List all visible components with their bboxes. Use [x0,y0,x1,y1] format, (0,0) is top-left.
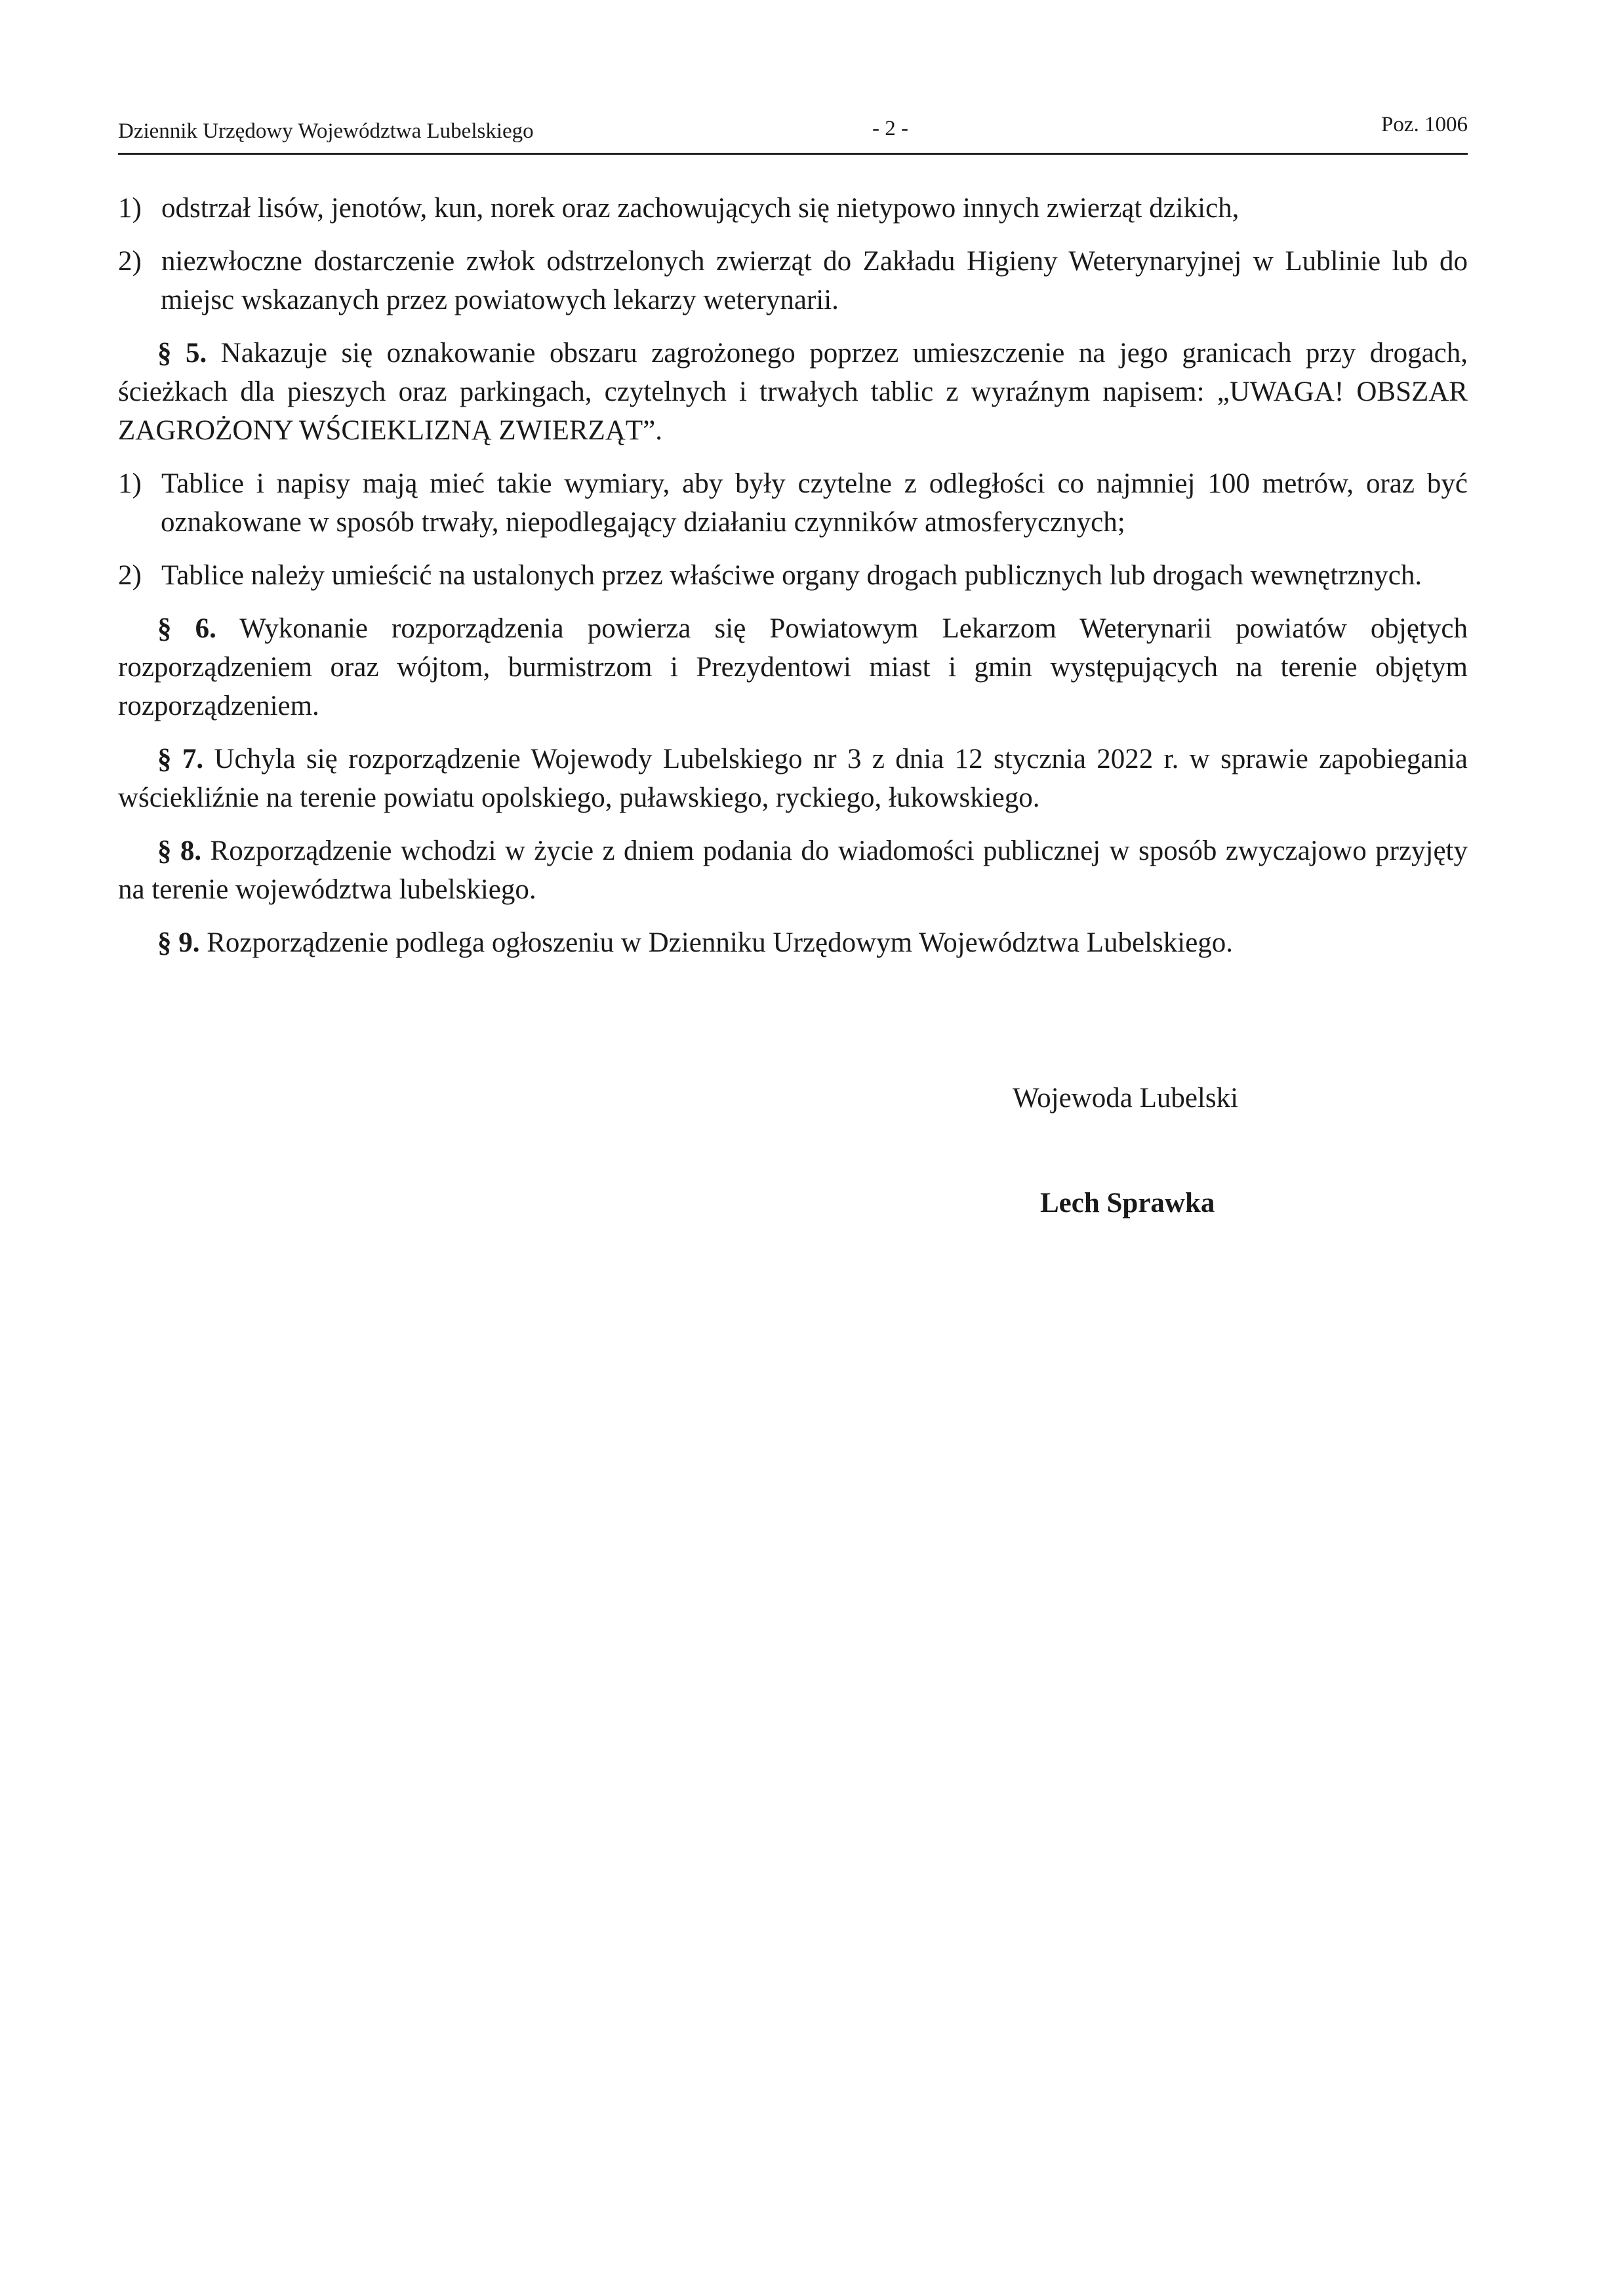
list-number: 2) [118,246,142,277]
signatory-role: Wojewoda Lubelski [1013,1083,1239,1114]
list-number: 1) [118,468,142,499]
list-item [118,464,1468,542]
section-symbol: § 7. [157,744,204,775]
section-text: Nakazuje się oznakowanie obszaru zagrożonego poprzez umieszczenie na jego granicach przy drogach, ścieżkach dla pieszych oraz parkingach, czytelnych i trwałych tablic z wyraźnym napisem: „UWAGA! OBSZAR ZAGROŻONY WŚCIEKLIZNĄ ZWIERZĄT”. [118,338,1468,446]
list-number: 2) [118,560,142,591]
section-symbol: § 9. [157,927,200,958]
section-text: Uchyla się rozporządzenie Wojewody Lubelskiego nr 3 z dnia 12 stycznia 2022 r. w sprawie zapobiegania wściekliźnie na terenie powiatu opolskiego, puławskiego, ryckiego, łukowskiego. [118,744,1468,813]
section-text: Rozporządzenie podlega ogłoszeniu w Dzienniku Urzędowym Województwa Lubelskiego. [199,927,1234,958]
list-item [118,242,1468,319]
list-text: niezwłoczne dostarczenie zwłok odstrzelonych zwierząt do Zakładu Higieny Weterynaryjnej w Lublinie lub do miejsc wskazanych przez powiatowych lekarzy weterynarii. [161,246,1468,315]
header-divider [118,153,1468,155]
section-symbol: § 8. [157,836,202,866]
list-text: Tablice i napisy mają mieć takie wymiary, aby były czytelne z odległości co najmniej 100 metrów, oraz być oznakowane w sposób trwały, niepodlegający działaniu czynników atmosferycznych; [161,468,1468,538]
list-text: Tablice należy umieścić na ustalonych przez właściwe organy drogach publicznych lub drogach wewnętrznych. [161,560,1422,591]
page-number: - 2 - [872,117,908,140]
section-symbol: § 5. [157,338,207,369]
list-text: odstrzał lisów, jenotów, kun, norek oraz zachowujących się nietypowo innych zwierząt dzikich, [161,193,1239,224]
journal-title: Dziennik Urzędowy Województwa Lubelskiego [118,119,534,143]
signatory-name: Lech Sprawka [1040,1188,1215,1218]
list-number: 1) [118,193,142,224]
section-text: Wykonanie rozporządzenia powierza się Powiatowym Lekarzom Weterynarii powiatów objętych rozporządzeniem oraz wójtom, burmistrzom i Prezydentowi miast i gmin występujących na terenie objętym rozporządzeniem. [118,613,1468,721]
page-header [118,113,1468,153]
section-symbol: § 6. [157,613,216,644]
list-item [118,556,1468,595]
document-body [118,189,1468,977]
section-8 [118,832,1468,909]
list-item [118,189,1468,228]
section-6 [118,609,1468,725]
section-5 [118,334,1468,450]
position-number: Poz. 1006 [1381,113,1468,136]
section-7 [118,740,1468,817]
section-text: Rozporządzenie wchodzi w życie z dniem podania do wiadomości publicznej w sposób zwyczajowo przyjęty na terenie województwa lubelskiego. [118,836,1468,905]
section-9 [118,923,1468,962]
